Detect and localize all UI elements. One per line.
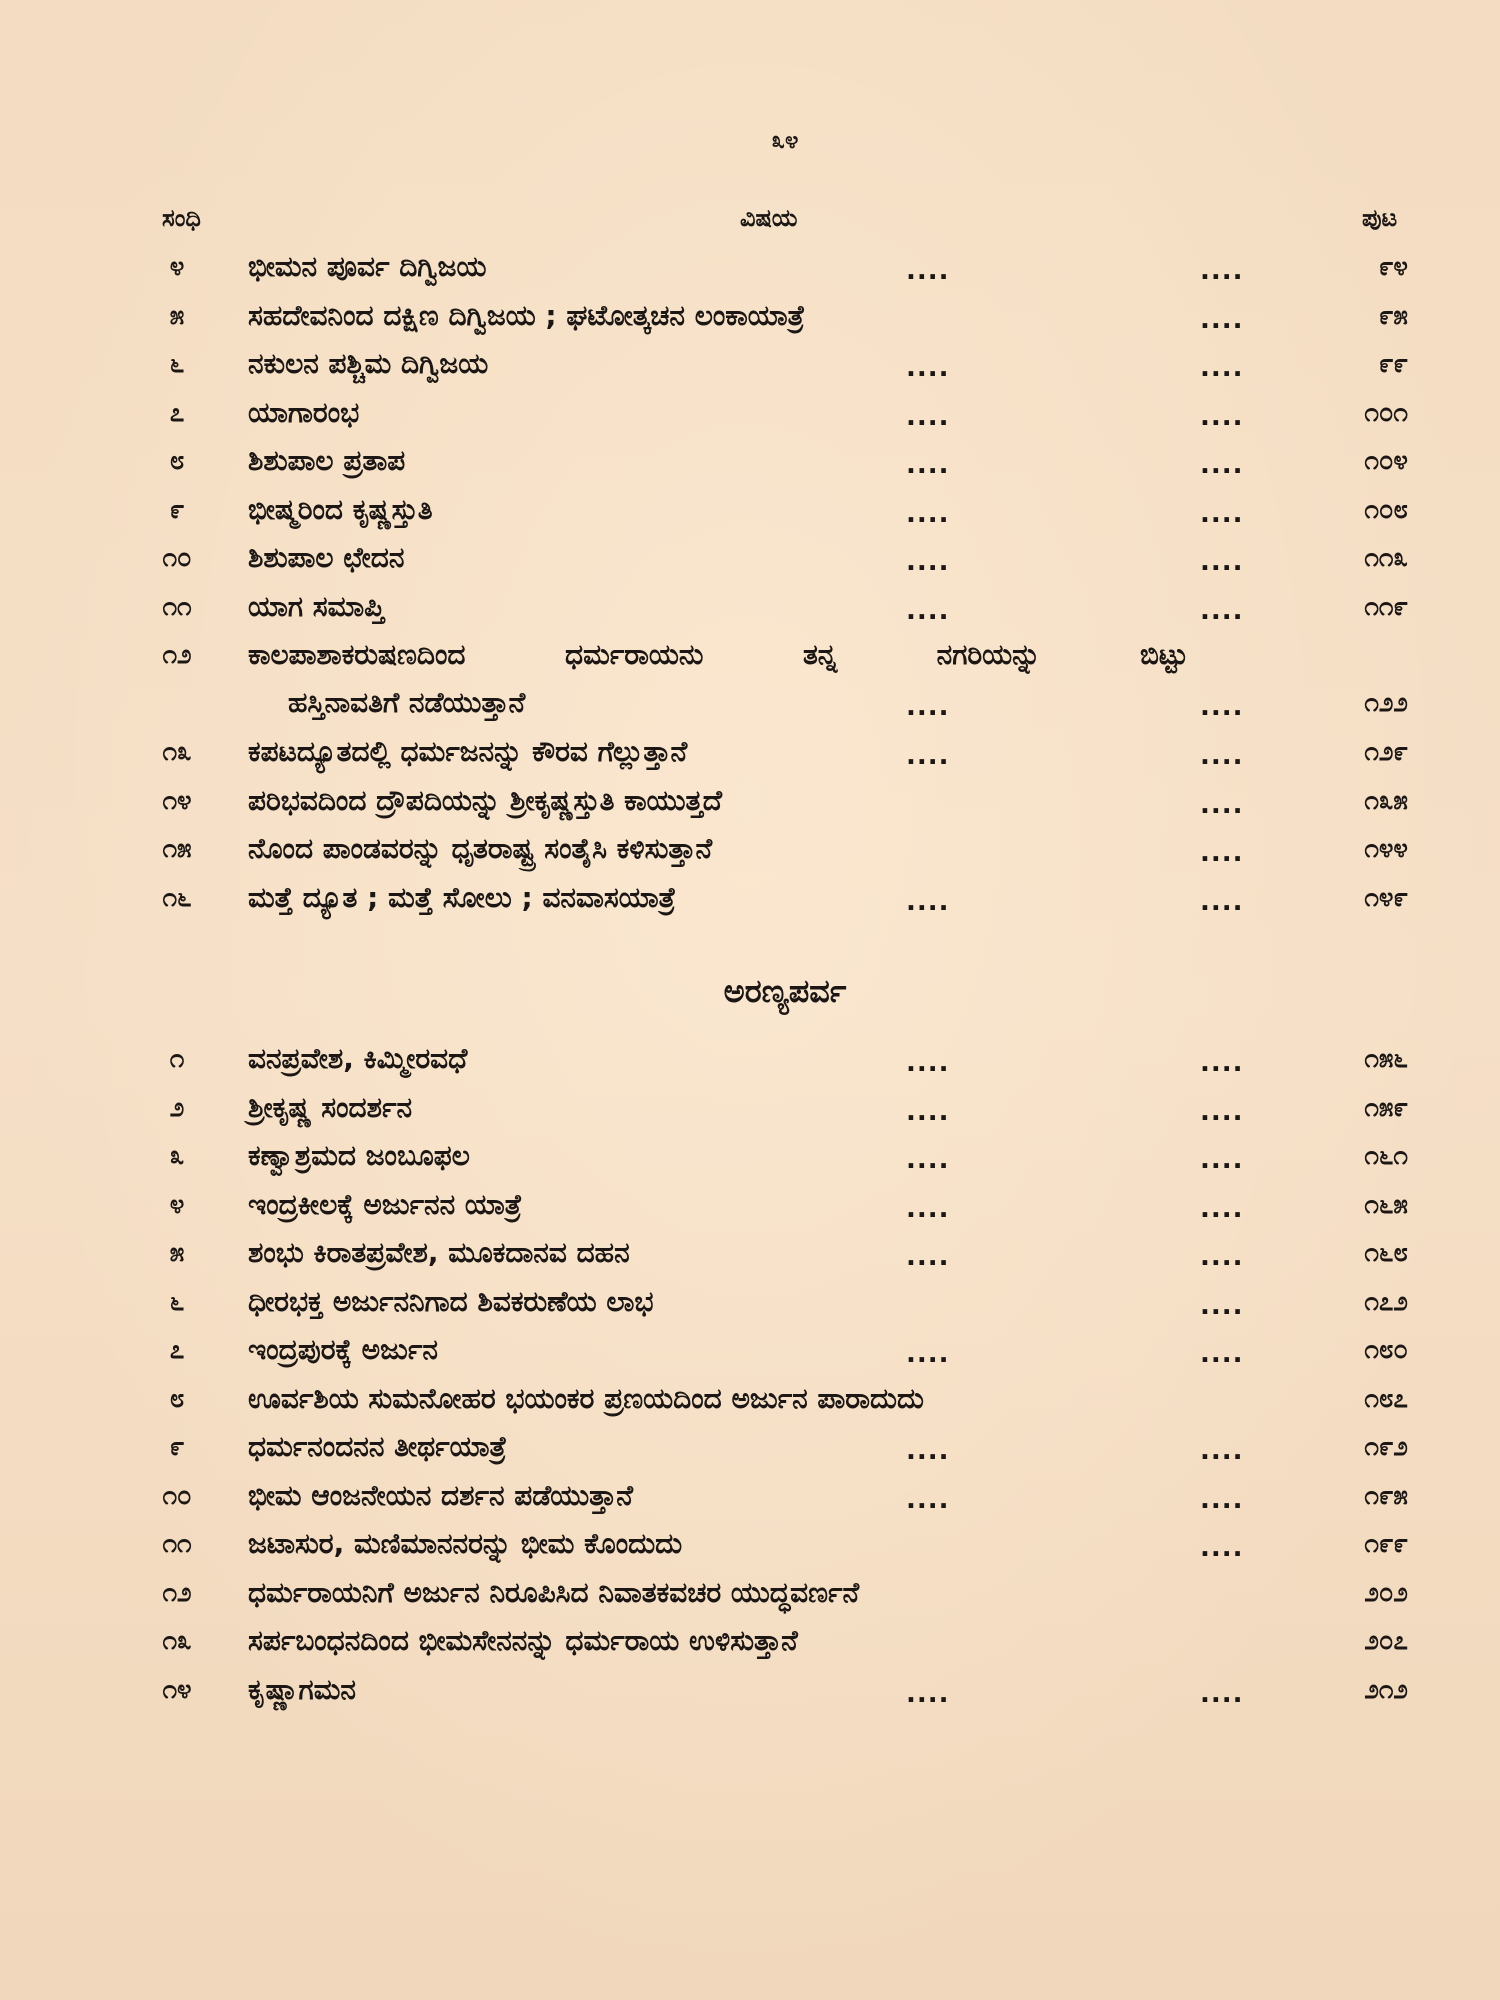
entry-title: ಸಹದೇವನಿಂದ ದಕ್ಷಿಣ ದಿಗ್ವಿಜಯ ; ಘಟೋತ್ಕಚನ ಲಂಕಾಯಾತ್ರೆ <box>248 298 805 332</box>
entry-title-line1 <box>248 638 1188 672</box>
sandhi-number: ೪ <box>169 1189 185 1220</box>
entry-title: ಜಟಾಸುರ, ಮಣಿಮಾನನರನ್ನು ಭೀಮ ಕೊಂದುದು <box>248 1527 683 1560</box>
dot-leader: .... <box>906 1145 950 1175</box>
entry-title: ಧರ್ಮರಾಯನಿಗೆ ಅರ್ಜುನ ನಿರೂಪಿಸಿದ ನಿವಾತಕವಚರ ಯುದ್ಧವರ್ಣನೆ <box>248 1575 860 1609</box>
dot-leader: .... <box>1200 595 1244 626</box>
column-header-puta: ಪುಟ <box>1362 204 1398 232</box>
dot-leader: .... <box>906 1678 950 1709</box>
sandhi-number: ೮ <box>169 1383 185 1414</box>
dot-leader: .... <box>906 1048 950 1078</box>
list-item <box>0 1137 1500 1186</box>
entry-title: ಶಂಭು ಕಿರಾತಪ್ರವೇಶ, ಮೂಕದಾನವ ದಹನ <box>248 1236 630 1269</box>
page-ref: ೧೪೪ <box>1364 834 1408 864</box>
sandhi-number: ೮ <box>169 446 185 476</box>
sandhi-number: ೨ <box>169 1092 185 1123</box>
list-item <box>0 442 1500 491</box>
entry-title: ಮತ್ತೆ ದ್ಯೂತ ; ಮತ್ತೆ ಸೋಲು ; ವನವಾಸಯಾತ್ರೆ <box>248 880 676 914</box>
dot-leader: .... <box>906 1436 950 1466</box>
dot-leader: .... <box>1200 1193 1244 1224</box>
entry-title: ಭೀಮನ ಪೂರ್ವ ದಿಗ್ವಿಜಯ <box>248 250 487 283</box>
dot-leader: .... <box>1200 401 1244 432</box>
entry-title: ಭೀಷ್ಮರಿಂದ ಕೃಷ್ಣಸ್ತುತಿ <box>248 492 433 526</box>
sandhi-number: ೧೦ <box>162 543 192 573</box>
contents-list-sabha <box>0 248 1500 927</box>
entry-title: ಕೃಷ್ಣಾಗಮನ <box>248 1672 356 1706</box>
page-ref: ೧೩೫ <box>1364 785 1408 816</box>
dot-leader: .... <box>1200 1096 1244 1127</box>
sandhi-number: ೯ <box>169 494 185 525</box>
list-item <box>0 588 1500 637</box>
sandhi-number: ೧೪ <box>162 1674 192 1705</box>
page-ref: ೨೦೨ <box>1364 1577 1408 1608</box>
list-item <box>0 1525 1500 1574</box>
entry-title-line2: ಹಸ್ತಿನಾವತಿಗೆ ನಡೆಯುತ್ತಾನೆ <box>288 686 526 719</box>
entry-title: ಕಪಟದ್ಯೂತದಲ್ಲಿ ಧರ್ಮಜನನ್ನು ಕೌರವ ಗೆಲ್ಲುತ್ತಾನೆ <box>248 735 688 768</box>
dot-leader: .... <box>906 1096 950 1127</box>
entry-title: ಯಾಗಾರಂಭ <box>248 395 360 429</box>
sandhi-number: ೫ <box>169 1238 185 1268</box>
dot-leader: .... <box>906 886 950 917</box>
list-item <box>0 1428 1500 1477</box>
dot-leader: .... <box>906 1484 950 1515</box>
list-item <box>0 1186 1500 1235</box>
page-number: ೩೪ <box>771 126 799 154</box>
section-title: ಅರಣ್ಯಪರ್ವ <box>723 972 847 1010</box>
dot-leader: .... <box>906 1193 950 1224</box>
dot-leader: .... <box>906 741 950 771</box>
page-ref: ೧೯೫ <box>1364 1480 1408 1511</box>
dot-leader: .... <box>1200 741 1244 771</box>
dot-leader: .... <box>906 1242 950 1272</box>
sandhi-number: ೧೪ <box>162 785 192 816</box>
sandhi-number: ೭ <box>169 1335 185 1365</box>
sandhi-number: ೧೫ <box>162 834 192 864</box>
entry-title: ಪರಿಭವದಿಂದ ದ್ರೌಪದಿಯನ್ನು ಶ್ರೀಕೃಷ್ಣಸ್ತುತಿ ಕಾಯುತ್ತದೆ <box>248 783 722 817</box>
dot-leader: .... <box>906 595 950 626</box>
sandhi-number: ೧೩ <box>162 737 192 767</box>
list-item <box>0 830 1500 879</box>
list-item <box>0 394 1500 443</box>
dot-leader: .... <box>1200 838 1244 868</box>
page-ref: ೧೫೯ <box>1364 1092 1408 1123</box>
sandhi-number: ೬ <box>169 1286 185 1317</box>
list-item <box>0 491 1500 540</box>
sandhi-number: ೯ <box>169 1432 185 1462</box>
dot-leader: .... <box>1200 886 1244 917</box>
dot-leader: .... <box>1200 1242 1244 1272</box>
dot-leader: .... <box>906 353 950 383</box>
column-header-vishaya: ವಿಷಯ <box>740 204 798 232</box>
entry-title: ಇಂದ್ರಕೀಲಕ್ಕೆ ಅರ್ಜುನನ ಯಾತ್ರೆ <box>248 1187 522 1221</box>
page-ref: ೧೦೮ <box>1364 494 1408 525</box>
dot-leader: .... <box>906 692 950 722</box>
entry-title: ಧರ್ಮನಂದನನ ತೀರ್ಥಯಾತ್ರೆ <box>248 1430 507 1463</box>
title-word: ತನ್ನ <box>802 638 838 671</box>
dot-leader: .... <box>906 401 950 432</box>
sandhi-number: ೧೩ <box>162 1626 192 1656</box>
entry-title: ಶಿಶುಪಾಲ ಛೇದನ <box>248 541 405 574</box>
sandhi-number: ೧ <box>169 1044 185 1074</box>
sandhi-number: ೭ <box>169 397 185 428</box>
dot-leader: .... <box>1200 692 1244 722</box>
page-ref: ೧೭೨ <box>1364 1286 1408 1317</box>
page-ref: ೧೯೯ <box>1364 1529 1408 1559</box>
entry-title: ಇಂದ್ರಪುರಕ್ಕೆ ಅರ್ಜುನ <box>248 1333 438 1366</box>
list-item <box>0 636 1500 733</box>
list-item <box>0 1477 1500 1526</box>
dot-leader: .... <box>906 498 950 529</box>
sandhi-number: ೧೨ <box>162 640 192 670</box>
entry-title: ಶಿಶುಪಾಲ ಪ್ರತಾಪ <box>248 444 406 477</box>
sandhi-number: ೩ <box>169 1141 185 1171</box>
page-ref: ೧೧೩ <box>1364 543 1408 573</box>
list-item <box>0 1283 1500 1332</box>
page-ref: ೧೪೯ <box>1364 882 1408 913</box>
sandhi-number: ೪ <box>169 252 185 282</box>
sandhi-number: ೧೧ <box>162 591 192 622</box>
dot-leader: .... <box>906 256 950 286</box>
page-ref: ೯೫ <box>1378 300 1408 331</box>
dot-leader: .... <box>1200 1533 1244 1563</box>
page-ref: ೧೧೯ <box>1364 591 1408 622</box>
entry-title: ಶ್ರೀಕೃಷ್ಣ ಸಂದರ್ಶನ <box>248 1090 413 1124</box>
title-word: ಕಾಲಪಾಶಾಕರುಷಣದಿಂದ <box>248 638 466 671</box>
dot-leader: .... <box>1200 1339 1244 1369</box>
list-item <box>0 539 1500 588</box>
page-ref: ೧೦೧ <box>1364 397 1408 428</box>
sandhi-number: ೧೬ <box>162 882 192 913</box>
entry-title: ಯಾಗ ಸಮಾಪ್ತಿ <box>248 589 385 623</box>
page-ref: ೯೪ <box>1378 252 1408 282</box>
contents-list-aranya <box>0 1040 1500 1719</box>
dot-leader: .... <box>1200 1290 1244 1321</box>
list-item <box>0 1380 1500 1429</box>
dot-leader: .... <box>1200 1678 1244 1709</box>
list-item <box>0 345 1500 394</box>
entry-title: ಸರ್ಪಬಂಧನದಿಂದ ಭೀಮಸೇನನನ್ನು ಧರ್ಮರಾಯ ಉಳಿಸುತ್ತಾನೆ <box>248 1624 798 1657</box>
page-ref: ೧೮೭ <box>1364 1383 1408 1414</box>
title-word: ಬಿಟ್ಟು <box>1139 638 1188 671</box>
sandhi-number: ೧೧ <box>162 1529 192 1559</box>
page-ref: ೧೬೫ <box>1364 1189 1408 1220</box>
list-item <box>0 297 1500 346</box>
list-item <box>0 1234 1500 1283</box>
dot-leader: .... <box>1200 1145 1244 1175</box>
dot-leader: .... <box>1200 256 1244 286</box>
dot-leader: .... <box>1200 498 1244 529</box>
sandhi-number: ೧೦ <box>162 1480 192 1511</box>
dot-leader: .... <box>1200 1436 1244 1466</box>
list-item <box>0 1089 1500 1138</box>
list-item <box>0 733 1500 782</box>
page-ref: ೧೬೧ <box>1364 1141 1408 1171</box>
dot-leader: .... <box>906 450 950 480</box>
list-item <box>0 1574 1500 1623</box>
entry-title: ವನಪ್ರವೇಶ, ಕಿಮ್ಮೀರವಧೆ <box>248 1042 468 1075</box>
dot-leader: .... <box>906 1339 950 1369</box>
page-ref: ೧೫೬ <box>1364 1044 1408 1074</box>
dot-leader: .... <box>1200 353 1244 383</box>
dot-leader: .... <box>1200 450 1244 480</box>
dot-leader: .... <box>1200 547 1244 577</box>
page-ref: ೨೧೨ <box>1364 1674 1408 1705</box>
page-ref: ೯೯ <box>1378 349 1408 379</box>
dot-leader: .... <box>1200 304 1244 335</box>
list-item <box>0 1040 1500 1089</box>
list-item <box>0 248 1500 297</box>
list-item <box>0 1331 1500 1380</box>
sandhi-number: ೬ <box>169 349 185 379</box>
entry-title: ನಕುಲನ ಪಶ್ಚಿಮ ದಿಗ್ವಿಜಯ <box>248 347 489 380</box>
page-ref: ೧೬೮ <box>1364 1238 1408 1268</box>
page-ref: ೧೯೨ <box>1364 1432 1408 1462</box>
dot-leader: .... <box>1200 1048 1244 1078</box>
sandhi-number: ೧೨ <box>162 1577 192 1608</box>
page-ref: ೨೦೭ <box>1364 1626 1408 1656</box>
dot-leader: .... <box>1200 789 1244 820</box>
entry-title: ಊರ್ವಶಿಯ ಸುಮನೋಹರ ಭಯಂಕರ ಪ್ರಣಯದಿಂದ ಅರ್ಜುನ ಪಾರಾದುದು <box>248 1381 924 1415</box>
list-item <box>0 1622 1500 1671</box>
entry-title: ಭೀಮ ಆಂಜನೇಯನ ದರ್ಶನ ಪಡೆಯುತ್ತಾನೆ <box>248 1478 633 1512</box>
column-header-sandhi: ಸಂಧಿ <box>162 204 201 232</box>
page-ref: ೧೮೦ <box>1364 1335 1408 1365</box>
entry-title: ಧೀರಭಕ್ತ ಅರ್ಜುನನಿಗಾದ ಶಿವಕರುಣೆಯ ಲಾಭ <box>248 1284 654 1318</box>
dot-leader: .... <box>1200 1484 1244 1515</box>
dot-leader: .... <box>906 547 950 577</box>
list-item <box>0 1671 1500 1720</box>
entry-title: ಕಣ್ವಾಶ್ರಮದ ಜಂಬೂಫಲ <box>248 1139 470 1172</box>
list-item <box>0 782 1500 831</box>
title-word: ಧರ್ಮರಾಯನು <box>565 638 704 671</box>
title-word: ನಗರಿಯನ್ನು <box>936 638 1041 671</box>
page-ref: ೧೦೪ <box>1364 446 1408 476</box>
page-ref: ೧೨೯ <box>1364 737 1408 767</box>
entry-title: ನೊಂದ ಪಾಂಡವರನ್ನು ಧೃತರಾಷ್ಟ್ರ ಸಂತೈಸಿ ಕಳಿಸುತ್ತಾನೆ <box>248 832 713 865</box>
list-item <box>0 879 1500 928</box>
sandhi-number: ೫ <box>169 300 185 331</box>
page-ref: ೧೨೨ <box>1364 688 1408 718</box>
